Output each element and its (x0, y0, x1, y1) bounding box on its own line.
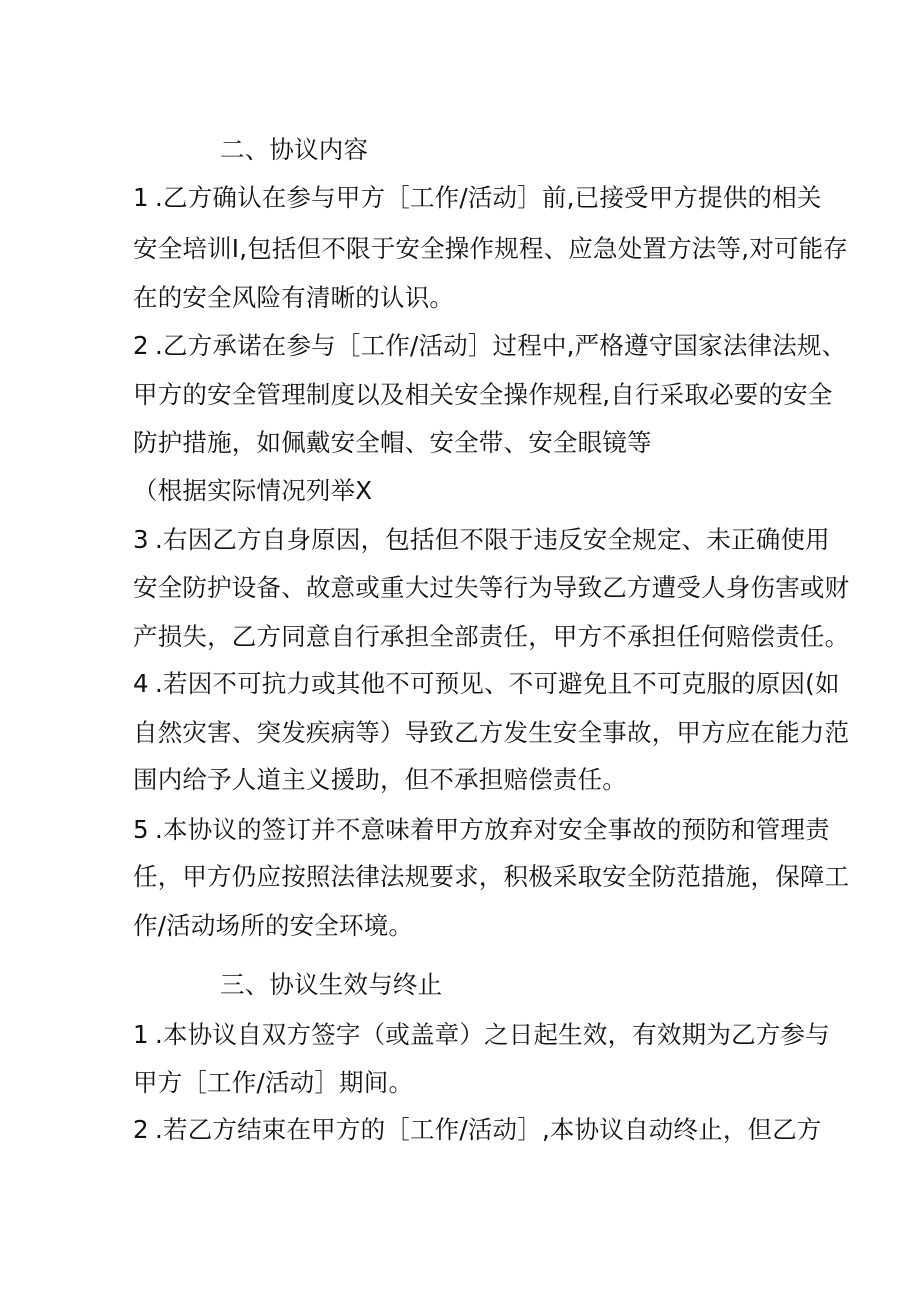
section-2-item-2-line-4: （根据实际情况列举X (133, 476, 373, 505)
item-number: 4 (133, 669, 149, 698)
item-number: 5 (133, 815, 149, 844)
item-number: 2 (133, 331, 149, 360)
section-2-item-2-line-2: 甲方的安全管理制度以及相关安全操作规程,自行采取必要的安全 (133, 380, 833, 409)
section-2-item-4-line-3: 围内给予人道主义援助，但不承担赔偿责任。 (133, 765, 627, 794)
item-number: 1 (133, 183, 149, 212)
section-3-item-1-line-1 (133, 1018, 830, 1052)
section-2-item-1-line-3: 在的安全风险有清晰的认识。 (133, 283, 455, 312)
section-2-item-3-line-2: 安全防护设备、故意或重大过失等行为导致乙方遭受人身伤害或财 (133, 573, 850, 602)
item-number: 3 (133, 525, 149, 554)
section-2-heading: 二、协议内容 (220, 135, 369, 164)
item-number: 2 (133, 1115, 149, 1144)
line-text: .本协议自双方签字（或盖章）之日起生效，有效期为乙方参与 (155, 1020, 830, 1049)
item-number: 1 (133, 1020, 149, 1049)
section-3-item-2-line-1 (133, 1113, 822, 1147)
section-3-item-1-line-2: 甲方［工作/活动］期间。 (133, 1068, 414, 1097)
section-2-item-2-line-3: 防护措施，如佩戴安全帽、安全带、安全眼镜等 (133, 428, 652, 457)
section-2-item-3-line-3: 产损失，乙方同意自行承担全部责任，甲方不承担任何赔偿责任。 (133, 622, 850, 651)
section-2-item-3-line-1 (133, 523, 830, 557)
line-text: .本协议的签订并不意味着甲方放弃对安全事故的预防和管理责 (155, 815, 830, 844)
section-2-item-1-line-2: 安全培训I,包括但不限于安全操作规程、应急处置方法等,对可能存 (133, 234, 848, 263)
section-2-item-4-line-2: 自然灾害、突发疾病等）导致乙方发生安全事故，甲方应在能力范 (133, 718, 850, 747)
section-2-item-5-line-1 (133, 813, 830, 847)
line-text: .若乙方结束在甲方的［工作/活动］,本协议自动终止，但乙方 (155, 1115, 822, 1144)
section-2-item-4-line-1 (133, 667, 840, 701)
line-text: .乙方确认在参与甲方［工作/活动］前,已接受甲方提供的相关 (155, 183, 822, 212)
section-2-item-1-line-1 (133, 181, 822, 215)
section-2-item-5-line-2: 任，甲方仍应按照法律法规要求，积极采取安全防范措施，保障工 (133, 862, 850, 891)
section-2-item-2-line-1 (133, 329, 846, 363)
line-text: .若因不可抗力或其他不可预见、不可避免且不可克服的原因(如 (155, 669, 840, 698)
line-text: .乙方承诺在参与［工作/活动］过程中,严格遵守国家法律法规、 (155, 331, 847, 360)
section-3-heading: 三、协议生效与终止 (220, 970, 443, 999)
line-text: .右因乙方自身原因，包括但不限于违反安全规定、未正确使用 (155, 525, 830, 554)
section-2-item-5-line-3: 作/活动场所的安全环境。 (133, 911, 414, 940)
